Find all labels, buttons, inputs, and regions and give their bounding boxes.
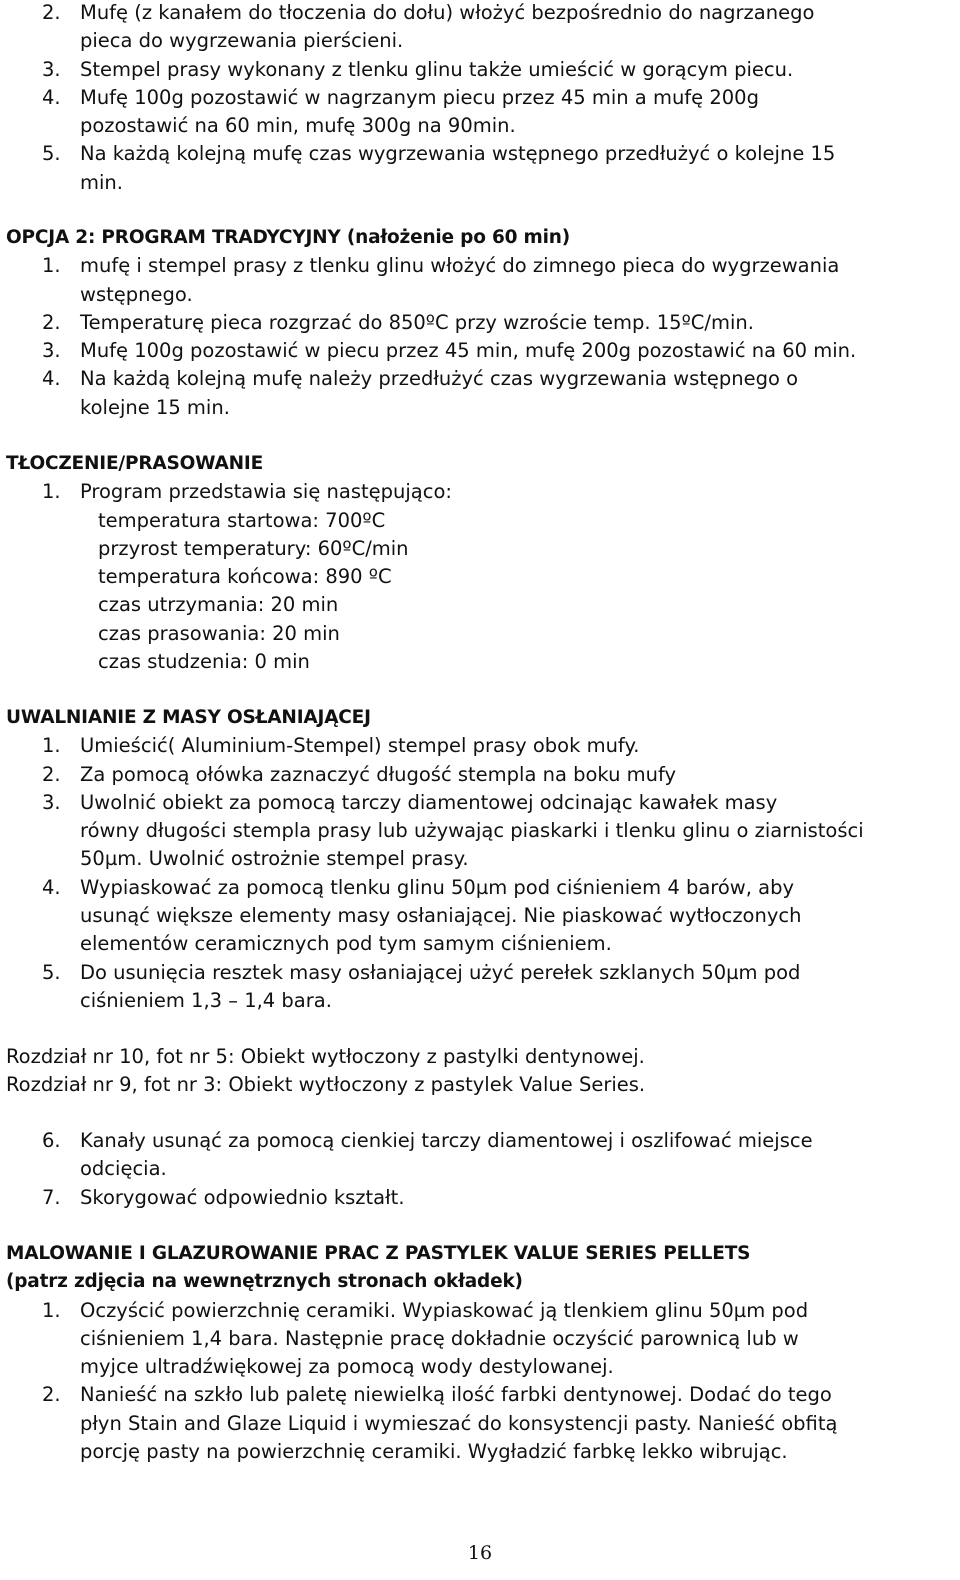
malowanie-section <box>6 1240 950 1466</box>
photo-references <box>6 1043 950 1100</box>
uwalnianie-continued <box>6 1127 950 1212</box>
section-heading: UWALNIANIE Z MASY OSŁANIAJĄCEJ <box>6 707 371 728</box>
item-text: Kanały usunąć za pomocą cienkiej tarczy diamentowej i oszlifować miejsce <box>80 1129 813 1152</box>
item-number: 6. <box>42 1129 61 1152</box>
program-param: przyrost temperatury: 60ºC/min <box>98 536 409 560</box>
list-item <box>6 1381 950 1466</box>
program-param: temperatura końcowa: 890 ºC <box>98 565 392 589</box>
item-text: ciśnieniem 1,4 bara. Następnie pracę dokładnie oczyścić parownicą lub w <box>80 1326 799 1350</box>
item-number: 2. <box>42 1 61 24</box>
list-item <box>6 337 950 365</box>
item-number: 5. <box>42 142 61 166</box>
item-text: Na każdą kolejną mufę należy przedłużyć czas wygrzewania wstępnego o <box>80 367 799 391</box>
item-text: Temperaturę pieca rozgrzać do 850ºC przy wzroście temp. 15ºC/min. <box>80 310 754 334</box>
item-number: 5. <box>42 960 61 984</box>
list-item <box>6 761 950 789</box>
section-heading: OPCJA 2: PROGRAM TRADYCYJNY (nałożenie po 60 min) <box>6 227 570 248</box>
item-text: Mufę (z kanałem do tłoczenia do dołu) włożyć bezpośrednio do nagrzanego <box>80 1 815 24</box>
item-text: równy długości stempla prasy lub używając piaskarki i tlenku glinu o ziarnistości <box>80 819 864 843</box>
list-item <box>6 959 950 1016</box>
uwalnianie-section <box>6 704 950 1015</box>
item-number: 1. <box>42 480 61 504</box>
section-heading: TŁOCZENIE/PRASOWANIE <box>6 453 264 474</box>
item-text: Skorygować odpowiednio kształt. <box>80 1185 405 1209</box>
reference-line: Rozdział nr 10, fot nr 5: Obiekt wytłoczony z pastylki dentynowej. <box>6 1045 645 1068</box>
item-text: elementów ceramicznych pod tym samym ciśnieniem. <box>80 932 612 956</box>
item-number: 2. <box>42 310 61 334</box>
list-item <box>6 1127 950 1184</box>
list-item <box>6 252 950 309</box>
item-text: pozostawić na 60 min, mufę 300g na 90min. <box>80 114 516 138</box>
item-number: 2. <box>42 1383 61 1407</box>
list-item <box>6 478 950 506</box>
item-number: 3. <box>42 790 61 814</box>
item-text: odcięcia. <box>80 1157 167 1181</box>
item-text: kolejne 15 min. <box>80 395 230 419</box>
item-number: 7. <box>42 1185 61 1209</box>
item-number: 3. <box>42 57 61 81</box>
list-item <box>6 84 950 141</box>
section-subheading: (patrz zdjęcia na wewnętrznych stronach okładek) <box>6 1271 523 1293</box>
item-text: Do usunięcia resztek masy osłaniającej użyć perełek szklanych 50µm pod <box>80 960 801 984</box>
item-number: 1. <box>42 254 61 278</box>
item-text: min. <box>80 170 123 194</box>
list-item <box>6 0 950 56</box>
item-text: Oczyścić powierzchnię ceramiki. Wypiaskować ją tlenkiem glinu 50µm pod <box>80 1298 809 1322</box>
item-text: pieca do wygrzewania pierścieni. <box>80 29 404 53</box>
item-text: ciśnieniem 1,3 – 1,4 bara. <box>80 988 332 1012</box>
page-number: 16 <box>467 1542 493 1564</box>
item-number: 4. <box>42 85 61 109</box>
item-text: Mufę 100g pozostawić w nagrzanym piecu przez 45 min a mufę 200g <box>80 85 759 109</box>
list-item <box>6 309 950 337</box>
item-text: wstępnego. <box>80 282 193 306</box>
list-item <box>6 874 950 959</box>
program-param: czas prasowania: 20 min <box>98 621 340 645</box>
item-text: Wypiaskować za pomocą tlenku glinu 50µm pod ciśnieniem 4 barów, aby <box>80 875 795 899</box>
reference-line: Rozdział nr 9, fot nr 3: Obiekt wytłoczony z pastylek Value Series. <box>6 1073 646 1097</box>
list-item <box>6 789 950 874</box>
list-item <box>6 365 950 422</box>
item-text: usunąć większe elementy masy osłaniającej. Nie piaskować wytłoczonych <box>80 904 802 928</box>
list-item <box>6 1184 950 1212</box>
program-param: czas studzenia: 0 min <box>98 650 310 674</box>
program-param: temperatura startowa: 700ºC <box>98 508 386 532</box>
top-list <box>6 0 950 197</box>
item-number: 2. <box>42 762 61 786</box>
item-text: Za pomocą ołówka zaznaczyć długość stempla na boku mufy <box>80 762 677 786</box>
item-text: płyn Stain and Glaze Liquid i wymieszać do konsystencji pasty. Nanieść obfitą <box>80 1411 838 1435</box>
item-number: 4. <box>42 367 61 391</box>
item-number: 1. <box>42 1298 61 1322</box>
item-text: porcję pasty na powierzchnię ceramiki. Wygładzić farbkę lekko wibrując. <box>80 1440 788 1464</box>
list-item <box>6 1297 950 1382</box>
item-text: myjce ultradźwiękowej za pomocą wody destylowanej. <box>80 1355 614 1379</box>
tloczenie-section <box>6 450 950 676</box>
item-text: Program przedstawia się następująco: <box>80 480 452 504</box>
list-item <box>6 732 950 760</box>
list-item <box>6 56 950 84</box>
item-text: mufę i stempel prasy z tlenku glinu włożyć do zimnego pieca do wygrzewania <box>80 254 840 278</box>
item-text: Uwolnić obiekt za pomocą tarczy diamentowej odcinając kawałek masy <box>80 790 778 814</box>
program-param: czas utrzymania: 20 min <box>98 593 339 617</box>
list-item <box>6 140 950 197</box>
section-heading: MALOWANIE I GLAZUROWANIE PRAC Z PASTYLEK VALUE SERIES PELLETS <box>6 1243 751 1264</box>
item-number: 1. <box>42 734 61 758</box>
item-number: 4. <box>42 875 61 899</box>
item-text: Nanieść na szkło lub paletę niewielką ilość farbki dentynowej. Dodać do tego <box>80 1383 832 1407</box>
opcja2-section <box>6 224 950 422</box>
item-text: Na każdą kolejną mufę czas wygrzewania wstępnego przedłużyć o kolejne 15 <box>80 142 836 166</box>
item-text: Mufę 100g pozostawić w piecu przez 45 min, mufę 200g pozostawić na 60 min. <box>80 339 857 363</box>
item-number: 3. <box>42 339 61 363</box>
item-text: Stempel prasy wykonany z tlenku glinu także umieścić w gorącym piecu. <box>80 57 794 81</box>
item-text: 50µm. Uwolnić ostrożnie stempel prasy. <box>80 847 469 871</box>
item-text: Umieścić( Aluminium-Stempel) stempel prasy obok mufy. <box>80 734 640 758</box>
